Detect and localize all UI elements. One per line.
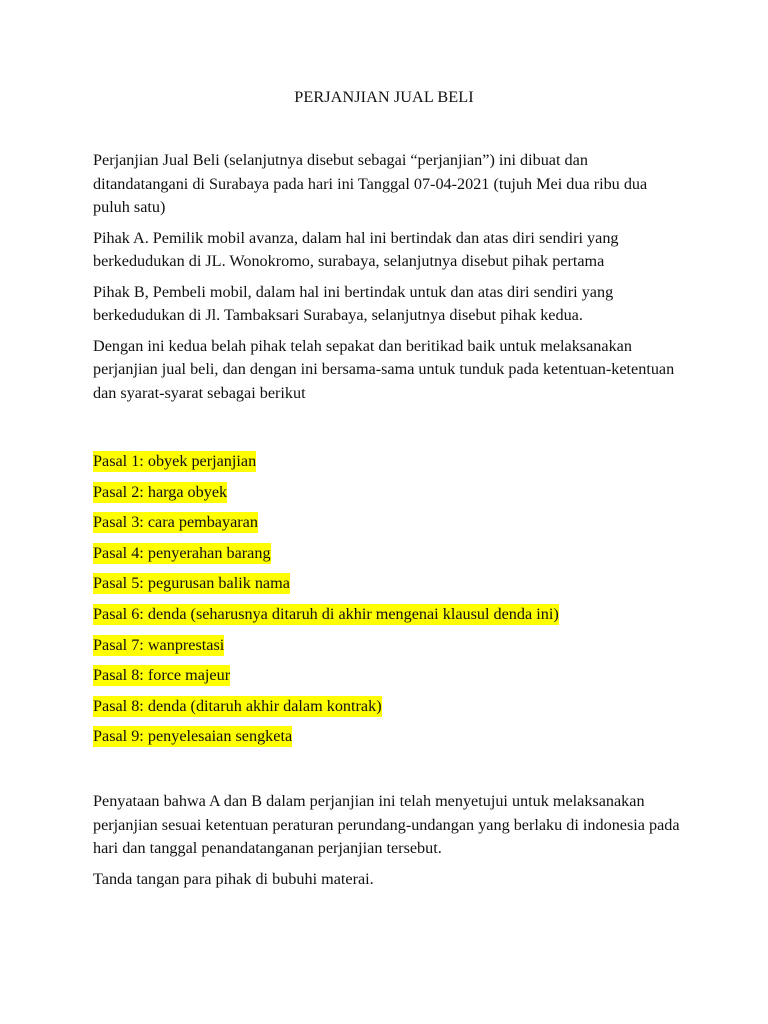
closing-paragraph-signature: Tanda tangan para pihak di bubuhi materai. — [93, 869, 374, 888]
pasal-item: Pasal 8: denda (ditaruh akhir dalam kontrak) — [93, 696, 382, 715]
closing-paragraph-statement: Penyataan bahwa A dan B dalam perjanjian ini telah menyetujui untuk melaksanakan perjanjian sesuai ketentuan peraturan perundang-undangan yang berlaku di indonesia pada hari dan tanggal penandatanganan perjanjian tersebut. — [93, 792, 680, 857]
pasal-item: Pasal 1: obyek perjanjian — [93, 452, 257, 470]
intro-section — [93, 149, 683, 412]
pasal-item: Pasal 9: penyelesaian sengketa — [93, 727, 293, 746]
pasal-item: Pasal 2: harga obyek — [93, 482, 228, 501]
pasal-list — [93, 450, 559, 756]
list-item — [93, 634, 559, 665]
intro-paragraph-date: Perjanjian Jual Beli (selanjutnya disebut sebagai “perjanjian”) ini dibuat dan ditandatangani di Surabaya pada hari ini Tanggal 07-04-2021 (tujuh Mei dua ribu dua puluh satu) — [93, 151, 648, 216]
list-item — [93, 481, 559, 512]
pasal-item: Pasal 6: denda (seharusnya ditaruh di akhir mengenai klausul denda ini) — [93, 604, 559, 623]
pasal-item: Pasal 4: penyerahan barang — [93, 543, 271, 562]
pasal-item: Pasal 5: pegurusan balik nama — [93, 574, 290, 593]
list-item — [93, 695, 559, 726]
list-item — [93, 511, 559, 542]
intro-paragraph-party-a: Pihak A. Pemilik mobil avanza, dalam hal ini bertindak dan atas diri sendiri yang berkedudukan di JL. Wonokromo, surabaya, selanjutnya disebut pihak pertama — [93, 228, 619, 270]
pasal-item: Pasal 8: force majeur — [93, 666, 231, 685]
intro-paragraph-party-b: Pihak B, Pembeli mobil, dalam hal ini bertindak untuk dan atas diri sendiri yang berkedudukan di Jl. Tambaksari Surabaya, selanjutnya disebut pihak kedua. — [93, 282, 614, 324]
list-item — [93, 603, 559, 634]
intro-paragraph-agreement: Dengan ini kedua belah pihak telah sepakat dan beritikad baik untuk melaksanakan perjanjian jual beli, dan dengan ini bersama-sama untuk tunduk pada ketentuan-ketentuan dan syarat-syarat sebagai berikut — [93, 336, 675, 402]
list-item — [93, 664, 559, 695]
closing-section — [93, 790, 683, 898]
list-item — [93, 572, 559, 603]
list-item — [93, 450, 559, 481]
document-title: PERJANJIAN JUAL BELI — [294, 88, 474, 106]
list-item — [93, 542, 559, 573]
pasal-item: Pasal 7: wanprestasi — [93, 635, 225, 654]
pasal-item: Pasal 3: cara pembayaran — [93, 513, 258, 532]
list-item — [93, 725, 559, 756]
